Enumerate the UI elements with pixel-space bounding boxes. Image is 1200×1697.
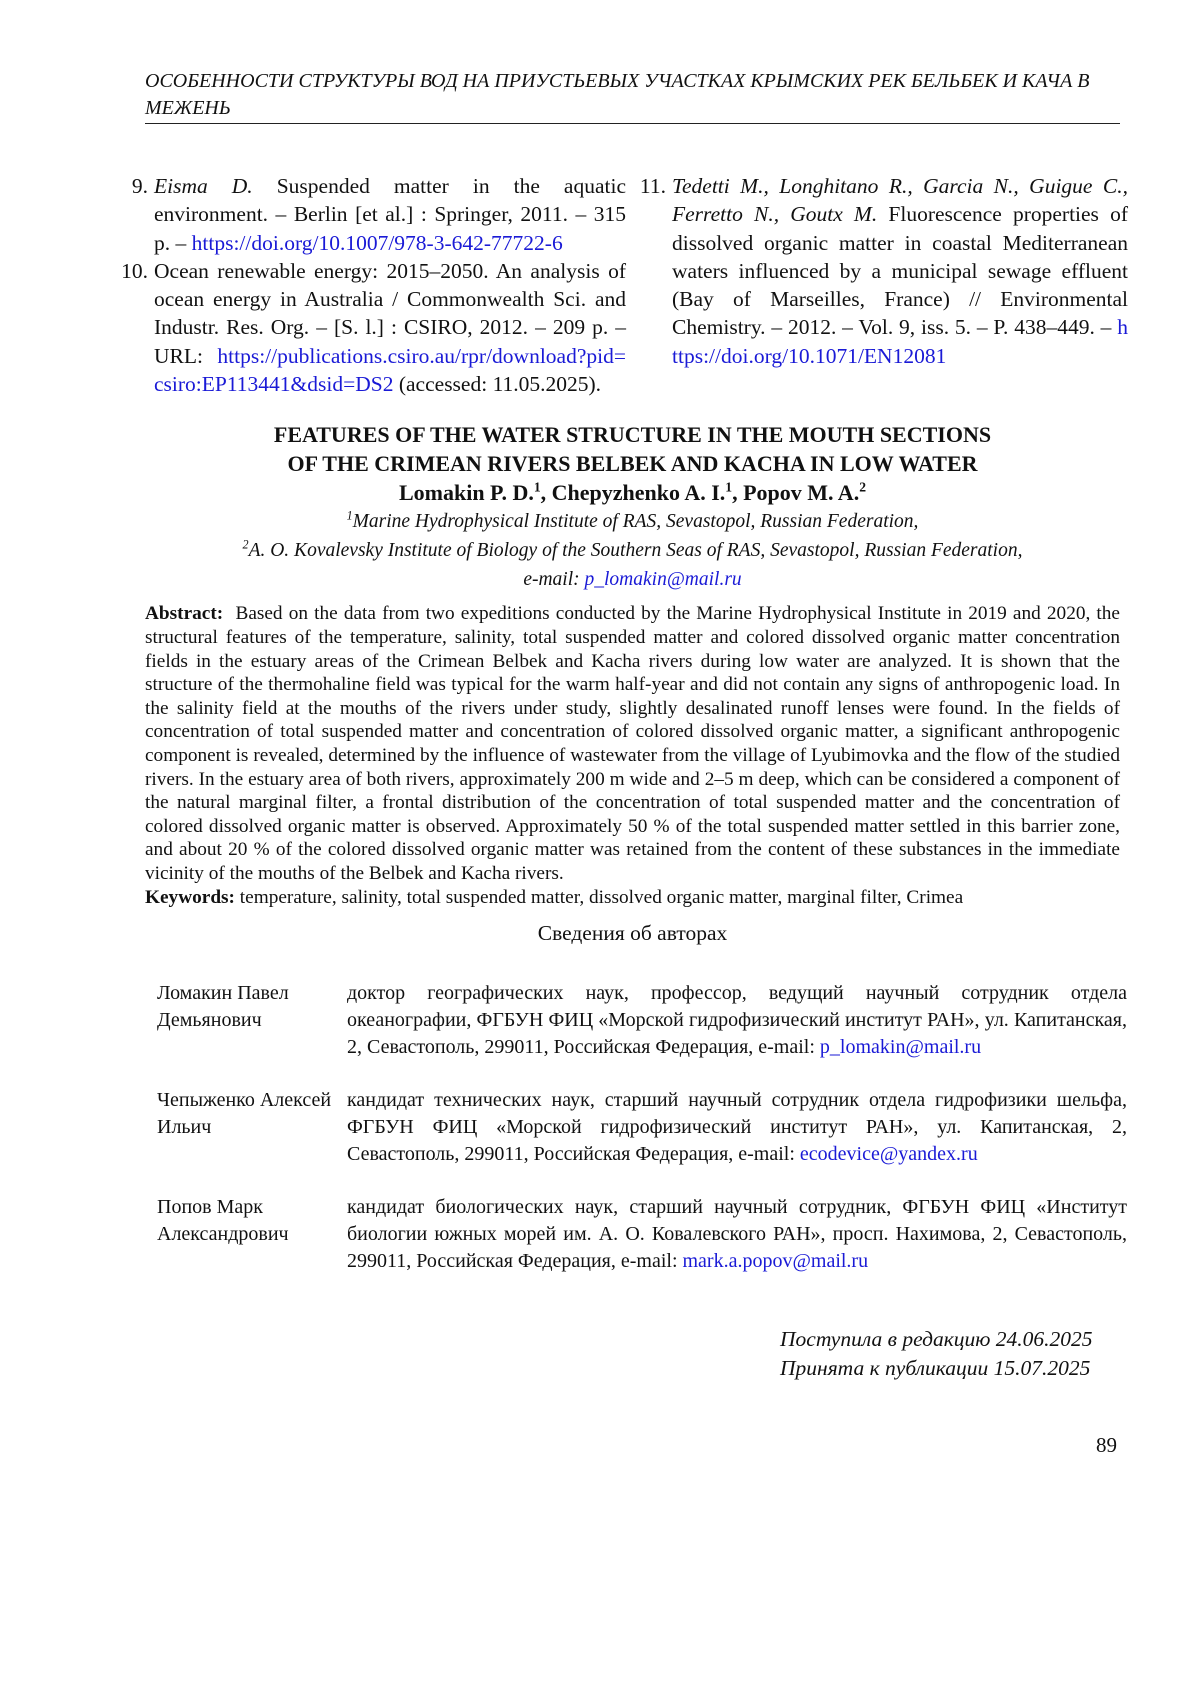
header-rule [145, 123, 1120, 124]
author-row [157, 980, 1127, 1061]
author-description: кандидат технических наук, старший научный сотрудник отдела гидрофизики шельфа, ФГБУН ФИЦ «Морской гидрофизический институт РАН», ул. Капитанская, 2, Севастополь, 299011, Российская Федерация, e-mail: [347, 1089, 1127, 1166]
reference-text: Fluorescence properties of dissolved organic matter in coastal Mediterranean waters influenced by a municipal sewage effluent (Bay of Marseilles, France) // Environmental Chemistry. – 2012. – Vol. 9, iss. 5. – P. 438–449. – [672, 202, 1128, 340]
abstract [145, 602, 1120, 909]
abstract-label: Abstract: [145, 603, 224, 625]
author-sup: 1 [725, 480, 733, 496]
author-sup: 2 [859, 480, 867, 496]
reference-text: Ocean renewable energy: 2015–2050. An analysis of ocean energy in Australia / Commonwealth Sci. and Industr. Res. Org. – [S. l.] : CSIRO, 2012. – 209 p. – URL: [154, 258, 626, 368]
references-right-column [626, 172, 1128, 398]
email-label: e-mail: [523, 569, 585, 591]
running-header: ОСОБЕННОСТИ СТРУКТУРЫ ВОД НА ПРИУСТЬЕВЫХ УЧАСТКАХ КРЫМСКИХ РЕК БЕЛЬБЕК И КАЧА В МЕЖЕНЬ [145, 70, 1090, 119]
authors-info-table [157, 980, 1127, 1275]
separator: , [732, 480, 744, 506]
author-name: Lomakin P. D. [398, 480, 534, 506]
accepted-date: Принята к публикации 15.07.2025 [780, 1356, 1091, 1381]
email-link[interactable]: p_lomakin@mail.ru [584, 569, 742, 591]
author-description: доктор географических наук, профессор, ведущий научный сотрудник отдела океанографии, ФГБУН ФИЦ «Морской гидрофизический институт РАН», ул. Капитанская, 2, Севастополь, 299011, Российская Федерация, e-mail: [347, 982, 1127, 1059]
author-email-link[interactable]: mark.a.popov@mail.ru [682, 1250, 869, 1273]
reference-text: Suspended matter in the aquatic environment. – Berlin [et al.] : Springer, 2011. – 315 p. – [154, 174, 626, 255]
affil-sup: 1 [346, 508, 353, 523]
reference-number: 9. [131, 174, 148, 198]
affiliations [145, 507, 1120, 594]
affiliation: Marine Hydrophysical Institute of RAS, Sevastopol, Russian Federation, [352, 511, 919, 533]
reference-item [118, 172, 626, 257]
reference-item [626, 172, 1128, 370]
references-left-column [118, 172, 626, 398]
affiliation: A. O. Kovalevsky Institute of Biology of the Southern Seas of RAS, Sevastopol, Russian Federation, [248, 540, 1023, 562]
reference-number: 10. [121, 258, 148, 283]
keywords-text: temperature, salinity, total suspended matter, dissolved organic matter, marginal filter, Crimea [239, 886, 964, 908]
author-email-link[interactable]: ecodevice@yandex.ru [799, 1143, 978, 1166]
author-email-link[interactable]: p_lomakin@mail.ru [819, 1036, 982, 1059]
author-sup: 1 [533, 480, 541, 496]
title-line: OF THE CRIMEAN RIVERS BELBEK AND KACHA IN LOW WATER [287, 451, 978, 477]
reference-item [118, 257, 626, 398]
keywords-label: Keywords: [145, 886, 235, 908]
author-full-name: Попов Марк Александрович [157, 1196, 289, 1246]
reference-number: 11. [639, 174, 666, 198]
authors-info-heading: Сведения об авторах [537, 921, 728, 946]
author-row [157, 1087, 1127, 1168]
author-full-name: Ломакин Павел Демьянович [157, 982, 289, 1032]
separator: , [540, 480, 552, 506]
references [118, 172, 1128, 398]
publication-dates [780, 1325, 1120, 1383]
received-date: Поступила в редакцию 24.06.2025 [780, 1327, 1093, 1352]
author-full-name: Чепыженко Алексей Ильич [157, 1089, 332, 1139]
reference-link[interactable]: https://doi.org/10.1007/978-3-642-77722-6 [191, 230, 563, 255]
reference-authors: Tedetti M., Longhitano R., Garcia N., Guigue C., Ferretto N., Goutx M. [672, 174, 1128, 227]
affil-sup: 2 [242, 537, 249, 552]
abstract-text: Based on the data from two expeditions conducted by the Marine Hydrophysical Institute in 2019 and 2020, the structural features of the temperature, salinity, total suspended matter and colored dissolved organic matter concentration fields in the estuary areas of the Crimean Belbek and Kacha rivers during low water are analyzed. It is shown that the structure of the thermohaline field was typical for the warm half-year and did not contain any signs of anthropogenic load. In the salinity field at the mouths of the rivers under study, slightly desalinated runoff lenses were found. In the fields of concentration of total suspended matter and concentration of colored dissolved organic matter, a significant anthropogenic component is revealed, determined by the influence of wastewater from the village of Lyubimovka and the flow of the studied rivers. In the estuary area of both rivers, approximately 200 m wide and 2–5 m deep, which can be considered a component of the natural marginal filter, a frontal distribution of the concentration of total suspended matter and the concentration of colored dissolved organic matter is observed. Approximately 50 % of the total suspended matter settled in this barrier zone, and about 20 % of the colored dissolved organic matter was retained from the content of these substances in the immediate vicinity of the mouths of the Belbek and Kacha rivers. [145, 603, 1120, 884]
reference-authors: Eisma D. [154, 174, 253, 198]
page-number: 89 [1096, 1433, 1117, 1458]
author-row [157, 1194, 1127, 1275]
reference-link[interactable]: https://publications.csiro.au/rpr/download?pid=csiro:EP113441&dsid=DS2 [154, 343, 626, 397]
reference-link[interactable]: https://doi.org/10.1071/EN12081 [672, 315, 1128, 368]
article-title [145, 420, 1120, 507]
author-description: кандидат биологических наук, старший научный сотрудник, ФГБУН ФИЦ «Институт биологии южных морей им. А. О. Ковалевского РАН», просп. Нахимова, 2, Севастополь, 299011, Российская Федерация, e-mail: [347, 1196, 1127, 1273]
reference-tail: (accessed: 11.05.2025). [393, 372, 602, 397]
author-name: Popov M. A. [743, 480, 860, 506]
title-line: FEATURES OF THE WATER STRUCTURE IN THE MOUTH SECTIONS [273, 422, 992, 448]
author-name: Chepyzhenko A. I. [551, 480, 726, 506]
author-list [145, 478, 1120, 507]
